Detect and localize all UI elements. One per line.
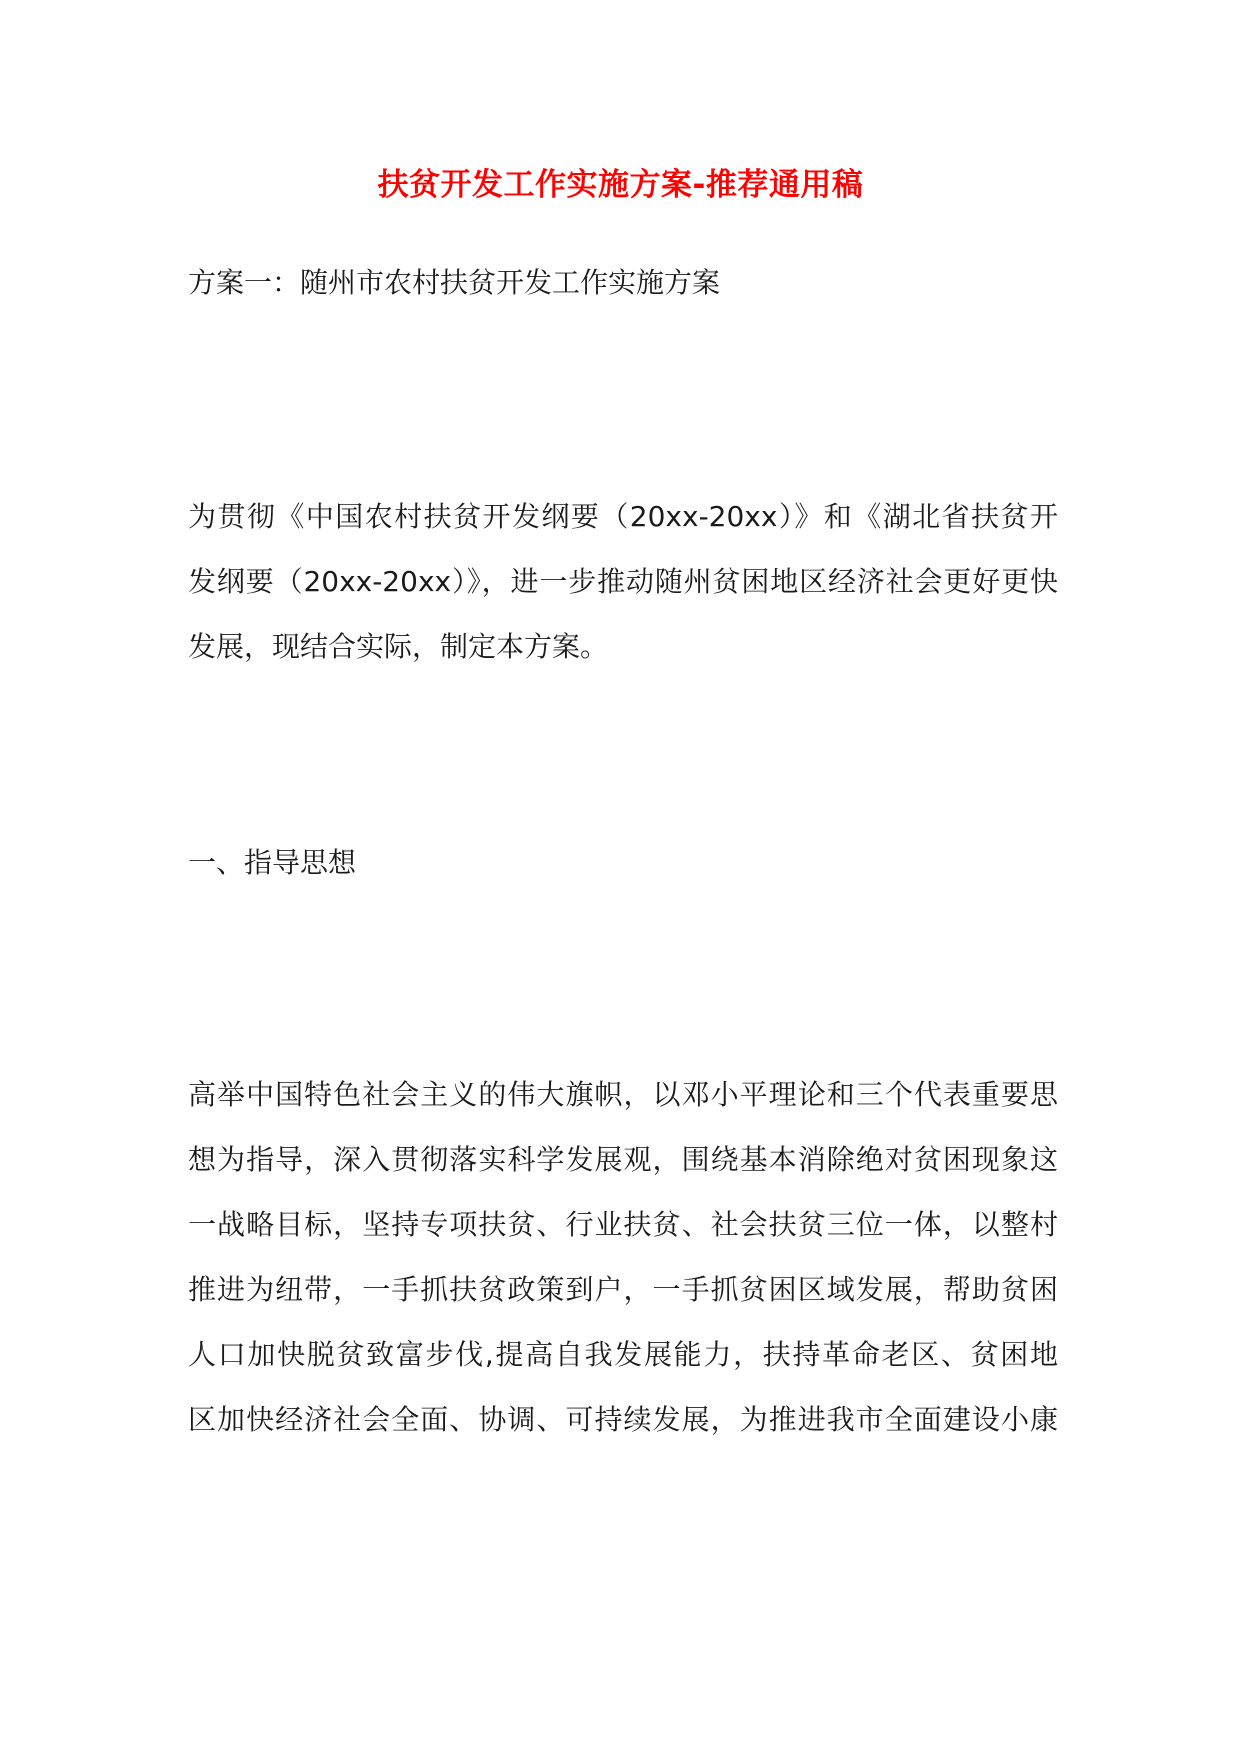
paragraph-line: 一战略目标，坚持专项扶贫、行业扶贫、社会扶贫三位一体，以整村 xyxy=(188,1208,1058,1241)
intro-line: 发展，现结合实际，制定本方案。 xyxy=(188,630,609,663)
document-title: 扶贫开发工作实施方案-推荐通用稿 xyxy=(377,167,864,203)
paragraph-line: 人口加快脱贫致富步伐,提高自我发展能力，扶持革命老区、贫困地 xyxy=(188,1338,1058,1371)
section-heading-guiding-ideology xyxy=(188,830,1058,895)
section-heading-text: 一、指导思想 xyxy=(188,846,357,879)
guiding-ideology-paragraph xyxy=(188,1062,1058,1452)
plan-subtitle-text: 方案一：随州市农村扶贫开发工作实施方案 xyxy=(188,266,721,299)
paragraph-line: 想为指导，深入贯彻落实科学发展观，围绕基本消除绝对贫困现象这 xyxy=(188,1143,1058,1176)
paragraph-line: 区加快经济社会全面、协调、可持续发展，为推进我市全面建设小康 xyxy=(188,1403,1058,1436)
intro-line: 为贯彻《中国农村扶贫开发纲要（20xx-20xx）》和《湖北省扶贫开 xyxy=(188,500,1058,533)
intro-paragraph xyxy=(188,484,1058,679)
plan-subtitle xyxy=(188,250,1058,315)
paragraph-line: 高举中国特色社会主义的伟大旗帜，以邓小平理论和三个代表重要思 xyxy=(188,1078,1058,1111)
intro-line: 发纲要（20xx-20xx）》，进一步推动随州贫困地区经济社会更好更快 xyxy=(188,565,1058,598)
paragraph-line: 推进为纽带，一手抓扶贫政策到户，一手抓贫困区域发展，帮助贫困 xyxy=(188,1273,1058,1306)
